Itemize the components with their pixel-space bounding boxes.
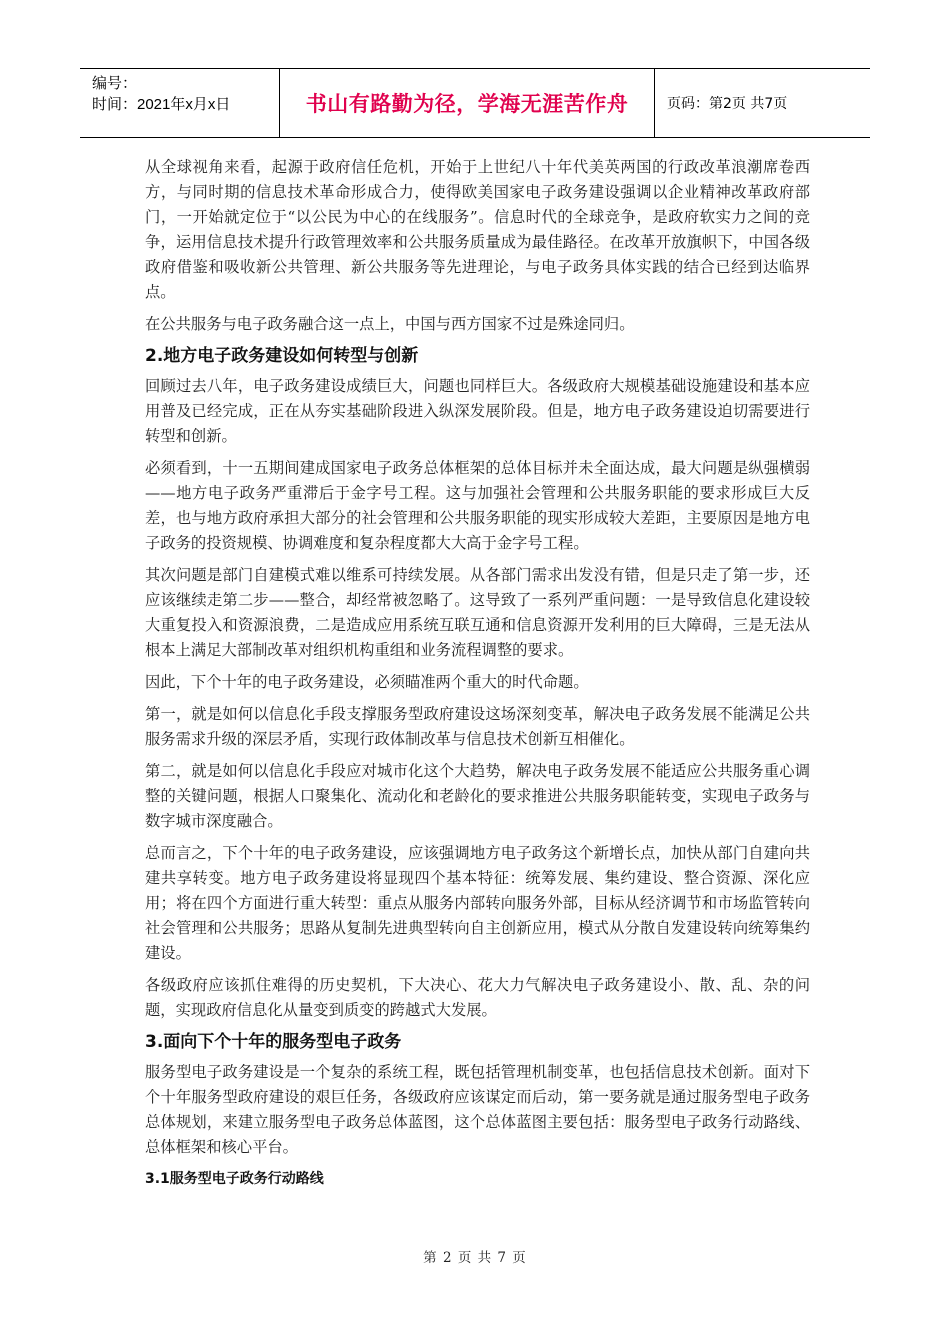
section-2-heading: 2.地方电子政务建设如何转型与创新 [145,346,419,366]
section-2-paragraph: 必须看到，十一五期间建成国家电子政务总体框架的总体目标并未全面达成，最大问题是纵强横弱——地方电子政务严重滞后于金字号工程。这与加强社会管理和公共服务职能的要求形成巨大反差，也与地方政府承担大部分的社会管理和公共服务职能的现实形成较大差距，主要原因是地方电子政务的投资规模、协调难度和复杂程度都大大高于金字号工程。 [145,459,810,552]
section-3-heading: 3.面向下个十年的服务型电子政务 [145,1032,402,1052]
section-2-paragraph: 第二，就是如何以信息化手段应对城市化这个大趋势，解决电子政务发展不能适应公共服务重心调整的关键问题，根据人口聚集化、流动化和老龄化的要求推进公共服务职能转变，实现电子政务与数字城市深度融合。 [145,762,810,830]
document-body [145,155,810,1190]
section-3-paragraph: 服务型电子政务建设是一个复杂的系统工程，既包括管理机制变革，也包括信息技术创新。面对下个十年服务型政府建设的艰巨任务，各级政府应该谋定而后动，第一要务就是通过服务型电子政务总体规划，来建立服务型电子政务总体蓝图，这个总体蓝图主要包括：服务型电子政务行动路线、总体框架和核心平台。 [145,1063,810,1156]
section-2-paragraph: 其次问题是部门自建模式难以维系可持续发展。从各部门需求出发没有错，但是只走了第一步，还应该继续走第二步——整合，却经常被忽略了。这导致了一系列严重问题：一是导致信息化建设较大重复投入和资源浪费，二是造成应用系统互联互通和信息资源开发利用的巨大障碍，三是无法从根本上满足大部制改革对组织机构重组和业务流程调整的要求。 [145,566,810,659]
subsection-3-1-heading: 3.1服务型电子政务行动路线 [145,1171,324,1187]
header-motto: 书山有路勤为径，学海无涯苦作舟 [280,69,655,137]
intro-paragraph: 在公共服务与电子政务融合这一点上，中国与西方国家不过是殊途同归。 [145,315,635,333]
document-date-label: 时间：2021年x月x日 [92,96,231,113]
section-2-paragraph: 回顾过去八年，电子政务建设成绩巨大，问题也同样巨大。各级政府大规模基础设施建设和基本应用普及已经完成，正在从夯实基础阶段进入纵深发展阶段。但是，地方电子政务建设迫切需要进行转型和创新。 [145,377,810,445]
page-footer: 第 2 页 共 7 页 [423,1250,527,1266]
document-header [80,68,870,138]
section-2-paragraph: 第一，就是如何以信息化手段支撑服务型政府建设这场深刻变革，解决电子政务发展不能满足公共服务需求升级的深层矛盾，实现行政体制改革与信息技术创新互相催化。 [145,705,810,748]
header-meta [80,69,280,137]
section-2-paragraph: 各级政府应该抓住难得的历史契机，下大决心、花大力气解决电子政务建设小、散、乱、杂的问题，实现政府信息化从量变到质变的跨越式大发展。 [145,976,810,1019]
section-2-paragraph: 总而言之，下个十年的电子政务建设，应该强调地方电子政务这个新增长点，加快从部门自建向共建共享转变。地方电子政务建设将显现四个基本特征：统筹发展、集约建设、整合资源、深化应用；将在四个方面进行重大转型：重点从服务内部转向服务外部，目标从经济调节和市场监管转向社会管理和公共服务；思路从复制先进典型转向自主创新应用，模式从分散自发建设转向统筹集约建设。 [145,844,810,962]
section-2-paragraph: 因此，下个十年的电子政务建设，必须瞄准两个重大的时代命题。 [145,673,589,691]
document-number-label: 编号： [92,75,138,92]
header-page-code: 页码：第2页 共7页 [667,96,788,112]
intro-paragraph: 从全球视角来看，起源于政府信任危机，开始于上世纪八十年代美英两国的行政改革浪潮席卷西方，与同时期的信息技术革命形成合力，使得欧美国家电子政务建设强调以企业精神改革政府部门，一开始就定位于“以公民为中心的在线服务”。信息时代的全球竞争，是政府软实力之间的竞争，运用信息技术提升行政管理效率和公共服务质量成为最佳路径。在改革开放旗帜下，中国各级政府借鉴和吸收新公共管理、新公共服务等先进理论，与电子政务具体实践的结合已经到达临界点。 [145,158,810,301]
